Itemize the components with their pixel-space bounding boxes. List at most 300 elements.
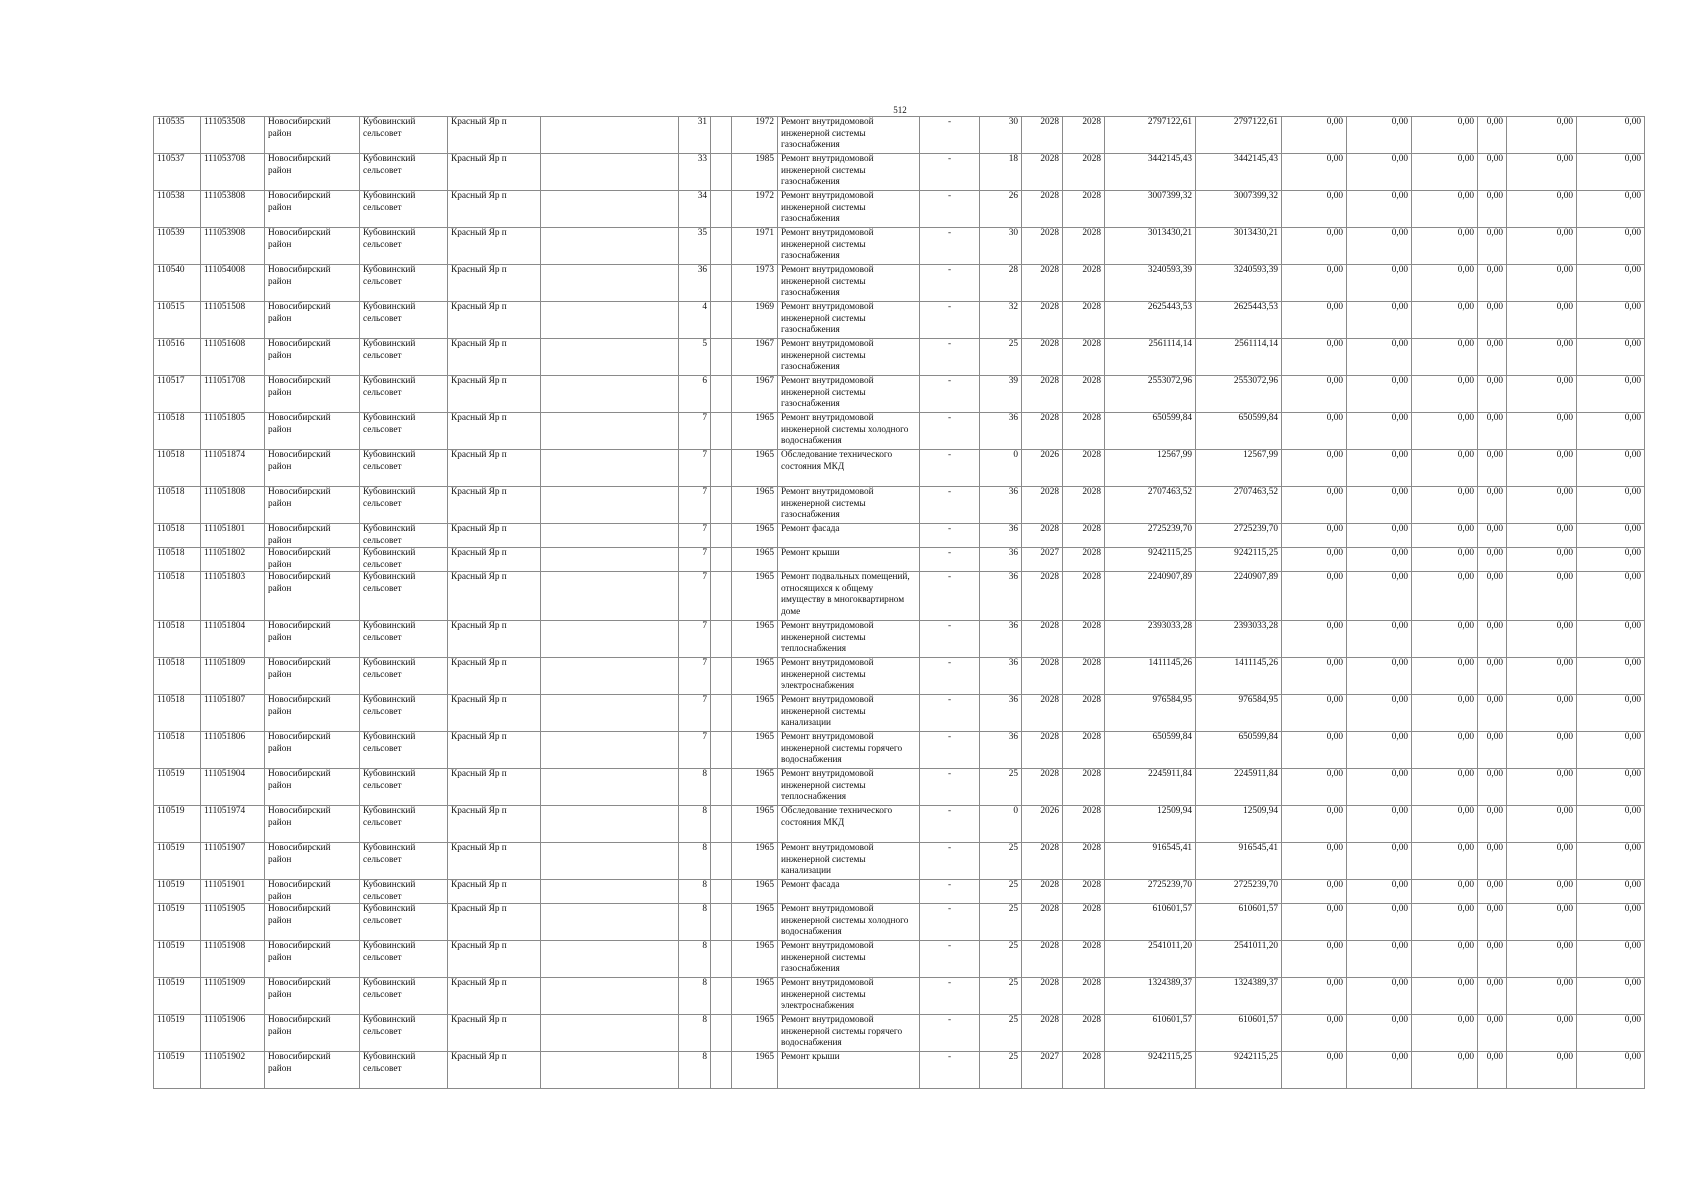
cell-cost-fund: 2797122,61 [1196, 117, 1282, 154]
cell-building [711, 572, 732, 621]
cell-v2: 0,00 [1347, 302, 1412, 339]
cell-year-plan: 2028 [1022, 524, 1063, 548]
cell-district: Новосибирский район [265, 941, 360, 978]
cell-year: 1965 [732, 413, 778, 450]
cell-locality: Красный Яр п [448, 339, 541, 376]
cell-v5: 0,00 [1507, 621, 1577, 658]
cell-building [711, 732, 732, 769]
cell-wear: 39 [980, 376, 1022, 413]
cell-v2: 0,00 [1347, 695, 1412, 732]
cell-v3: 0,00 [1412, 843, 1478, 880]
cell-house: 8 [679, 1015, 711, 1052]
cell-year: 1969 [732, 302, 778, 339]
cell-v4: 0,00 [1478, 228, 1507, 265]
cell-year-end: 2028 [1063, 339, 1105, 376]
cell-v2: 0,00 [1347, 572, 1412, 621]
cell-house: 6 [679, 376, 711, 413]
cell-street [541, 880, 679, 904]
cell-v3: 0,00 [1412, 413, 1478, 450]
cell-locality: Красный Яр п [448, 769, 541, 806]
cell-v4: 0,00 [1478, 487, 1507, 524]
cell-year-plan: 2028 [1022, 572, 1063, 621]
cell-year: 1965 [732, 695, 778, 732]
cell-cost-fund: 3442145,43 [1196, 154, 1282, 191]
cell-v1: 0,00 [1282, 376, 1347, 413]
cell-dash: - [920, 1052, 980, 1089]
cell-dash: - [920, 658, 980, 695]
cell-dash: - [920, 769, 980, 806]
cell-id: 111051809 [201, 658, 265, 695]
cell-building [711, 117, 732, 154]
table-row [154, 413, 1645, 450]
cell-id: 111051804 [201, 621, 265, 658]
cell-code: 110518 [154, 450, 201, 487]
cell-year: 1972 [732, 191, 778, 228]
cell-year: 1965 [732, 621, 778, 658]
cell-district: Новосибирский район [265, 843, 360, 880]
cell-settlement: Кубовинский сельсовет [360, 658, 448, 695]
cell-year-end: 2028 [1063, 1015, 1105, 1052]
cell-year-plan: 2028 [1022, 154, 1063, 191]
cell-v6: 0,00 [1577, 524, 1645, 548]
table-row [154, 621, 1645, 658]
cell-v5: 0,00 [1507, 487, 1577, 524]
cell-cost-fund: 2553072,96 [1196, 376, 1282, 413]
table-row [154, 572, 1645, 621]
cell-house: 7 [679, 487, 711, 524]
cell-cost-total: 9242115,25 [1105, 548, 1196, 572]
cell-year-plan: 2028 [1022, 978, 1063, 1015]
cell-v3: 0,00 [1412, 732, 1478, 769]
cell-code: 110519 [154, 880, 201, 904]
cell-year: 1965 [732, 880, 778, 904]
cell-cost-total: 1324389,37 [1105, 978, 1196, 1015]
cell-cost-fund: 1411145,26 [1196, 658, 1282, 695]
cell-year-end: 2028 [1063, 524, 1105, 548]
table-row [154, 1052, 1645, 1089]
cell-v4: 0,00 [1478, 904, 1507, 941]
cell-settlement: Кубовинский сельсовет [360, 572, 448, 621]
cell-v6: 0,00 [1577, 302, 1645, 339]
cell-code: 110538 [154, 191, 201, 228]
cell-cost-total: 650599,84 [1105, 413, 1196, 450]
cell-v2: 0,00 [1347, 806, 1412, 843]
cell-v6: 0,00 [1577, 880, 1645, 904]
cell-v4: 0,00 [1478, 450, 1507, 487]
cell-v5: 0,00 [1507, 732, 1577, 769]
cell-building [711, 487, 732, 524]
cell-building [711, 413, 732, 450]
cell-year: 1965 [732, 524, 778, 548]
cell-district: Новосибирский район [265, 769, 360, 806]
cell-year-plan: 2028 [1022, 843, 1063, 880]
cell-v1: 0,00 [1282, 1052, 1347, 1089]
cell-v4: 0,00 [1478, 732, 1507, 769]
cell-year: 1965 [732, 658, 778, 695]
cell-year-end: 2028 [1063, 1052, 1105, 1089]
cell-work-type: Ремонт внутридомовой инженерной системы канализации [778, 843, 920, 880]
cell-v2: 0,00 [1347, 941, 1412, 978]
cell-v2: 0,00 [1347, 487, 1412, 524]
cell-v6: 0,00 [1577, 658, 1645, 695]
cell-v6: 0,00 [1577, 1015, 1645, 1052]
cell-v2: 0,00 [1347, 548, 1412, 572]
cell-v1: 0,00 [1282, 978, 1347, 1015]
cell-year-end: 2028 [1063, 487, 1105, 524]
table-row [154, 880, 1645, 904]
cell-district: Новосибирский район [265, 228, 360, 265]
cell-cost-fund: 2240907,89 [1196, 572, 1282, 621]
cell-street [541, 1052, 679, 1089]
cell-house: 7 [679, 658, 711, 695]
cell-locality: Красный Яр п [448, 658, 541, 695]
cell-district: Новосибирский район [265, 191, 360, 228]
cell-year-plan: 2028 [1022, 228, 1063, 265]
cell-settlement: Кубовинский сельсовет [360, 695, 448, 732]
cell-locality: Красный Яр п [448, 487, 541, 524]
cell-year: 1965 [732, 941, 778, 978]
cell-id: 111051807 [201, 695, 265, 732]
cell-v5: 0,00 [1507, 191, 1577, 228]
cell-street [541, 732, 679, 769]
cell-v1: 0,00 [1282, 658, 1347, 695]
cell-wear: 30 [980, 228, 1022, 265]
cell-building [711, 621, 732, 658]
table-row [154, 769, 1645, 806]
cell-house: 31 [679, 117, 711, 154]
cell-id: 111051508 [201, 302, 265, 339]
cell-code: 110518 [154, 621, 201, 658]
cell-cost-total: 2725239,70 [1105, 880, 1196, 904]
cell-v1: 0,00 [1282, 806, 1347, 843]
cell-v4: 0,00 [1478, 1015, 1507, 1052]
table-row [154, 450, 1645, 487]
cell-cost-total: 2797122,61 [1105, 117, 1196, 154]
cell-locality: Красный Яр п [448, 265, 541, 302]
cell-locality: Красный Яр п [448, 572, 541, 621]
cell-house: 7 [679, 450, 711, 487]
cell-street [541, 302, 679, 339]
cell-cost-fund: 650599,84 [1196, 413, 1282, 450]
cell-building [711, 695, 732, 732]
cell-v1: 0,00 [1282, 265, 1347, 302]
cell-v1: 0,00 [1282, 487, 1347, 524]
cell-work-type: Ремонт внутридомовой инженерной системы газоснабжения [778, 376, 920, 413]
cell-v4: 0,00 [1478, 524, 1507, 548]
cell-street [541, 572, 679, 621]
table-row [154, 843, 1645, 880]
cell-district: Новосибирский район [265, 1052, 360, 1089]
cell-id: 111051907 [201, 843, 265, 880]
cell-locality: Красный Яр п [448, 941, 541, 978]
cell-wear: 25 [980, 941, 1022, 978]
cell-v3: 0,00 [1412, 1052, 1478, 1089]
cell-cost-fund: 12567,99 [1196, 450, 1282, 487]
cell-v6: 0,00 [1577, 572, 1645, 621]
cell-v4: 0,00 [1478, 265, 1507, 302]
cell-locality: Красный Яр п [448, 548, 541, 572]
cell-district: Новосибирский район [265, 450, 360, 487]
cell-dash: - [920, 339, 980, 376]
cell-v6: 0,00 [1577, 117, 1645, 154]
cell-wear: 25 [980, 843, 1022, 880]
cell-year: 1965 [732, 732, 778, 769]
cell-code: 110519 [154, 904, 201, 941]
cell-cost-total: 3240593,39 [1105, 265, 1196, 302]
cell-dash: - [920, 572, 980, 621]
cell-v5: 0,00 [1507, 228, 1577, 265]
cell-v3: 0,00 [1412, 376, 1478, 413]
cell-v2: 0,00 [1347, 117, 1412, 154]
cell-year: 1965 [732, 548, 778, 572]
cell-v5: 0,00 [1507, 806, 1577, 843]
cell-cost-fund: 2625443,53 [1196, 302, 1282, 339]
cell-v4: 0,00 [1478, 376, 1507, 413]
cell-year: 1965 [732, 487, 778, 524]
cell-settlement: Кубовинский сельсовет [360, 880, 448, 904]
cell-work-type: Ремонт внутридомовой инженерной системы газоснабжения [778, 302, 920, 339]
cell-v2: 0,00 [1347, 228, 1412, 265]
cell-house: 4 [679, 302, 711, 339]
cell-v2: 0,00 [1347, 1052, 1412, 1089]
cell-year-end: 2028 [1063, 806, 1105, 843]
cell-v1: 0,00 [1282, 695, 1347, 732]
cell-v1: 0,00 [1282, 524, 1347, 548]
cell-cost-total: 2393033,28 [1105, 621, 1196, 658]
cell-year-plan: 2028 [1022, 413, 1063, 450]
cell-cost-total: 610601,57 [1105, 1015, 1196, 1052]
cell-id: 111051909 [201, 978, 265, 1015]
cell-v2: 0,00 [1347, 978, 1412, 1015]
cell-building [711, 978, 732, 1015]
cell-year: 1965 [732, 1052, 778, 1089]
cell-settlement: Кубовинский сельсовет [360, 450, 448, 487]
cell-house: 35 [679, 228, 711, 265]
cell-v3: 0,00 [1412, 1015, 1478, 1052]
cell-id: 111051801 [201, 524, 265, 548]
cell-district: Новосибирский район [265, 695, 360, 732]
cell-v3: 0,00 [1412, 487, 1478, 524]
cell-street [541, 228, 679, 265]
table-row [154, 732, 1645, 769]
cell-street [541, 339, 679, 376]
cell-work-type: Ремонт внутридомовой инженерной системы горячего водоснабжения [778, 1015, 920, 1052]
cell-year-plan: 2028 [1022, 1015, 1063, 1052]
cell-code: 110518 [154, 548, 201, 572]
cell-v3: 0,00 [1412, 880, 1478, 904]
cell-building [711, 376, 732, 413]
cell-settlement: Кубовинский сельсовет [360, 978, 448, 1015]
cell-building [711, 806, 732, 843]
cell-v1: 0,00 [1282, 548, 1347, 572]
cell-code: 110517 [154, 376, 201, 413]
cell-building [711, 228, 732, 265]
cell-work-type: Ремонт внутридомовой инженерной системы газоснабжения [778, 487, 920, 524]
cell-code: 110518 [154, 695, 201, 732]
cell-cost-fund: 2725239,70 [1196, 524, 1282, 548]
cell-cost-total: 12509,94 [1105, 806, 1196, 843]
cell-v4: 0,00 [1478, 695, 1507, 732]
cell-district: Новосибирский район [265, 732, 360, 769]
cell-dash: - [920, 880, 980, 904]
cell-cost-total: 3442145,43 [1105, 154, 1196, 191]
cell-v6: 0,00 [1577, 695, 1645, 732]
cell-cost-fund: 2561114,14 [1196, 339, 1282, 376]
cell-district: Новосибирский район [265, 880, 360, 904]
cell-building [711, 450, 732, 487]
cell-building [711, 658, 732, 695]
cell-settlement: Кубовинский сельсовет [360, 413, 448, 450]
cell-year: 1985 [732, 154, 778, 191]
cell-street [541, 524, 679, 548]
cell-dash: - [920, 450, 980, 487]
cell-wear: 0 [980, 450, 1022, 487]
cell-locality: Красный Яр п [448, 904, 541, 941]
cell-v3: 0,00 [1412, 154, 1478, 191]
cell-work-type: Обследование технического состояния МКД [778, 806, 920, 843]
cell-v6: 0,00 [1577, 413, 1645, 450]
table-row [154, 191, 1645, 228]
cell-cost-fund: 3013430,21 [1196, 228, 1282, 265]
cell-district: Новосибирский район [265, 117, 360, 154]
cell-year-end: 2028 [1063, 769, 1105, 806]
cell-v5: 0,00 [1507, 843, 1577, 880]
cell-year: 1973 [732, 265, 778, 302]
cell-v4: 0,00 [1478, 572, 1507, 621]
cell-locality: Красный Яр п [448, 880, 541, 904]
cell-district: Новосибирский район [265, 413, 360, 450]
cell-v4: 0,00 [1478, 769, 1507, 806]
cell-locality: Красный Яр п [448, 376, 541, 413]
cell-work-type: Ремонт внутридомовой инженерной системы газоснабжения [778, 117, 920, 154]
table-row [154, 339, 1645, 376]
cell-cost-total: 1411145,26 [1105, 658, 1196, 695]
table-row [154, 117, 1645, 154]
cell-street [541, 621, 679, 658]
cell-work-type: Ремонт внутридомовой инженерной системы электроснабжения [778, 978, 920, 1015]
table-row [154, 487, 1645, 524]
cell-v3: 0,00 [1412, 941, 1478, 978]
cell-code: 110519 [154, 1015, 201, 1052]
cell-work-type: Ремонт подвальных помещений, относящихся к общему имуществу в многоквартирном доме [778, 572, 920, 621]
cell-v5: 0,00 [1507, 413, 1577, 450]
cell-work-type: Ремонт внутридомовой инженерной системы газоснабжения [778, 339, 920, 376]
cell-v4: 0,00 [1478, 941, 1507, 978]
cell-work-type: Ремонт внутридомовой инженерной системы газоснабжения [778, 228, 920, 265]
cell-v5: 0,00 [1507, 265, 1577, 302]
cell-year-end: 2028 [1063, 732, 1105, 769]
cell-locality: Красный Яр п [448, 1015, 541, 1052]
cell-cost-fund: 12509,94 [1196, 806, 1282, 843]
cell-house: 7 [679, 621, 711, 658]
cell-id: 111054008 [201, 265, 265, 302]
cell-v2: 0,00 [1347, 524, 1412, 548]
cell-code: 110519 [154, 1052, 201, 1089]
capital-repair-table [153, 116, 1645, 1089]
cell-year-plan: 2028 [1022, 191, 1063, 228]
cell-v2: 0,00 [1347, 265, 1412, 302]
cell-v3: 0,00 [1412, 228, 1478, 265]
cell-dash: - [920, 621, 980, 658]
cell-dash: - [920, 191, 980, 228]
cell-v4: 0,00 [1478, 806, 1507, 843]
cell-code: 110518 [154, 658, 201, 695]
cell-year-plan: 2028 [1022, 658, 1063, 695]
cell-district: Новосибирский район [265, 265, 360, 302]
cell-v3: 0,00 [1412, 658, 1478, 695]
cell-v1: 0,00 [1282, 572, 1347, 621]
cell-v1: 0,00 [1282, 339, 1347, 376]
cell-dash: - [920, 732, 980, 769]
cell-year-end: 2028 [1063, 695, 1105, 732]
cell-settlement: Кубовинский сельсовет [360, 806, 448, 843]
cell-cost-fund: 2541011,20 [1196, 941, 1282, 978]
cell-work-type: Ремонт крыши [778, 1052, 920, 1089]
cell-v4: 0,00 [1478, 191, 1507, 228]
cell-wear: 36 [980, 572, 1022, 621]
cell-house: 7 [679, 548, 711, 572]
cell-cost-total: 2625443,53 [1105, 302, 1196, 339]
cell-work-type: Ремонт внутридомовой инженерной системы канализации [778, 695, 920, 732]
table-row [154, 228, 1645, 265]
cell-v3: 0,00 [1412, 695, 1478, 732]
cell-wear: 36 [980, 732, 1022, 769]
cell-year: 1965 [732, 904, 778, 941]
page-number: 512 [893, 105, 907, 115]
cell-dash: - [920, 695, 980, 732]
cell-building [711, 880, 732, 904]
cell-house: 7 [679, 572, 711, 621]
cell-code: 110539 [154, 228, 201, 265]
cell-year-end: 2028 [1063, 450, 1105, 487]
cell-locality: Красный Яр п [448, 228, 541, 265]
cell-code: 110519 [154, 769, 201, 806]
cell-v5: 0,00 [1507, 1052, 1577, 1089]
cell-v1: 0,00 [1282, 732, 1347, 769]
cell-cost-fund: 2725239,70 [1196, 880, 1282, 904]
cell-cost-total: 3013430,21 [1105, 228, 1196, 265]
cell-v6: 0,00 [1577, 548, 1645, 572]
cell-v5: 0,00 [1507, 1015, 1577, 1052]
cell-year-plan: 2028 [1022, 376, 1063, 413]
cell-v2: 0,00 [1347, 621, 1412, 658]
cell-dash: - [920, 524, 980, 548]
cell-house: 33 [679, 154, 711, 191]
cell-district: Новосибирский район [265, 339, 360, 376]
cell-year: 1965 [732, 978, 778, 1015]
cell-locality: Красный Яр п [448, 621, 541, 658]
cell-street [541, 769, 679, 806]
cell-house: 8 [679, 843, 711, 880]
table-row [154, 524, 1645, 548]
cell-settlement: Кубовинский сельсовет [360, 1015, 448, 1052]
cell-v6: 0,00 [1577, 769, 1645, 806]
cell-year-plan: 2028 [1022, 941, 1063, 978]
cell-year-end: 2028 [1063, 376, 1105, 413]
cell-v2: 0,00 [1347, 769, 1412, 806]
cell-v5: 0,00 [1507, 695, 1577, 732]
cell-year-end: 2028 [1063, 880, 1105, 904]
cell-wear: 25 [980, 1015, 1022, 1052]
cell-work-type: Ремонт фасада [778, 880, 920, 904]
cell-cost-total: 2707463,52 [1105, 487, 1196, 524]
cell-v5: 0,00 [1507, 880, 1577, 904]
cell-work-type: Ремонт внутридомовой инженерной системы газоснабжения [778, 265, 920, 302]
cell-dash: - [920, 117, 980, 154]
cell-street [541, 487, 679, 524]
cell-district: Новосибирский район [265, 302, 360, 339]
table-body [154, 117, 1645, 1089]
